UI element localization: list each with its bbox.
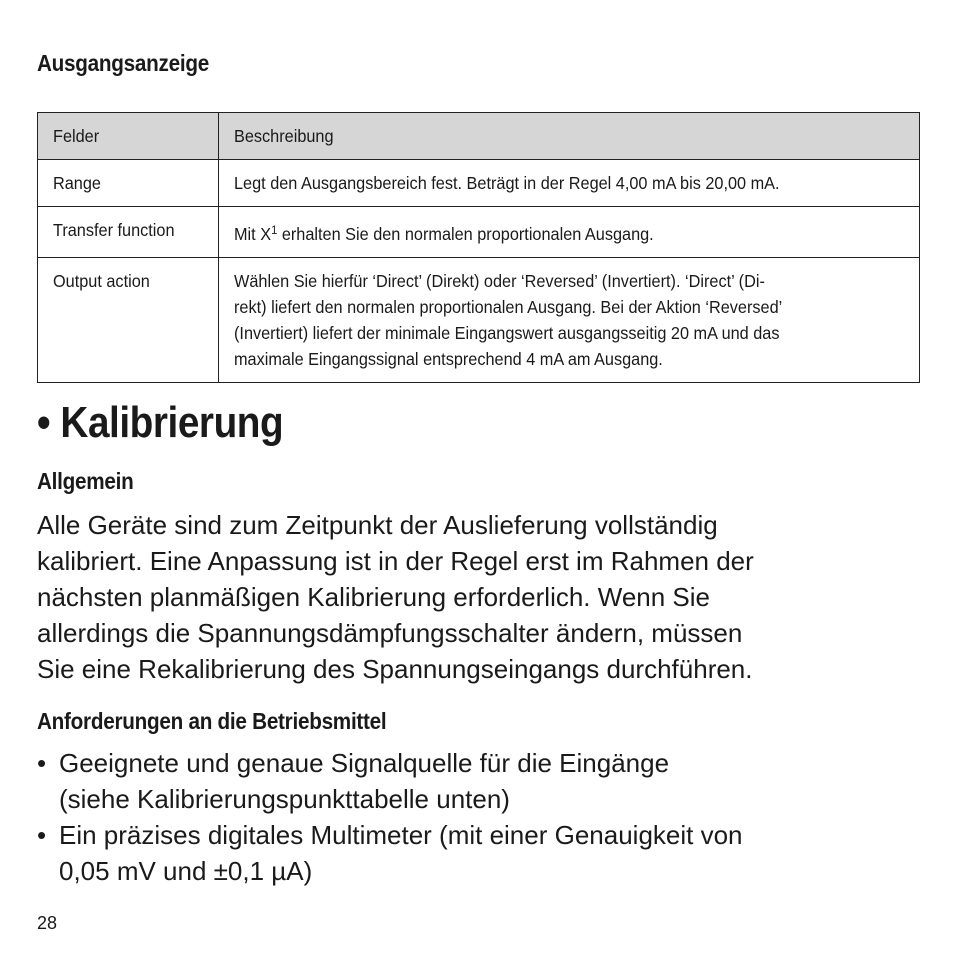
section-heading: Ausgangsanzeige xyxy=(37,50,209,76)
page-number: 28 xyxy=(37,913,58,933)
list-item: • Geeignete und genaue Signalquelle für die Eingänge (siehe Kalibrierungspunkttabelle unten) xyxy=(37,745,917,817)
table-row xyxy=(38,258,920,383)
header-cell-fields: Felder xyxy=(38,113,219,160)
paragraph-allgemein: Alle Geräte sind zum Zeitpunkt der Auslieferung vollständig kalibriert. Eine Anpassung ist in der Regel erst im Rahmen der nächsten planmäßigen Kalibrierung erforderlich. Wenn Sie allerdings die Spannungsdämpfungsschalter ändern, müssen Sie eine Rekalibrierung des Spannungseingangs durchführen. xyxy=(37,510,754,684)
field-cell: Range xyxy=(38,160,219,207)
table-row xyxy=(38,160,920,207)
header-cell-description: Beschreibung xyxy=(219,113,920,160)
main-heading: • Kalibrierung xyxy=(37,398,284,447)
bullet-icon: • xyxy=(37,748,47,778)
field-cell: Output action xyxy=(38,258,219,383)
subheading-anforderungen: Anforderungen an die Betriebsmittel xyxy=(37,708,387,734)
output-display-table xyxy=(37,112,920,383)
field-cell: Transfer function xyxy=(38,207,219,258)
subheading-allgemein: Allgemein xyxy=(37,468,134,494)
bullet-icon: • xyxy=(37,820,47,850)
requirements-list xyxy=(37,745,917,889)
list-item: • Ein präzises digitales Multimeter (mit einer Genauigkeit von 0,05 mV und ±0,1 µA) xyxy=(37,817,917,889)
table-row xyxy=(38,207,920,258)
table-header-row xyxy=(38,113,920,160)
description-cell: Mit $X^1$ erhalten Sie den normalen proportionalen Ausgang. xyxy=(219,207,920,258)
description-cell: Legt den Ausgangsbereich fest. Beträgt in der Regel 4,00 mA bis 20,00 mA. xyxy=(219,160,920,207)
description-cell: Wählen Sie hierfür ‘Direct’ (Direkt) oder ‘Reversed’ (Invertiert). ‘Direct’ (Di- rekt) liefert den normalen proportionalen Ausgang. Bei der Aktion ‘Reversed’ (Invertiert) liefert der minimale Eingangswert ausgangsseitig 20 mA und das maximale Eingangssignal entsprechend 4 mA am Ausgang. xyxy=(219,258,920,383)
